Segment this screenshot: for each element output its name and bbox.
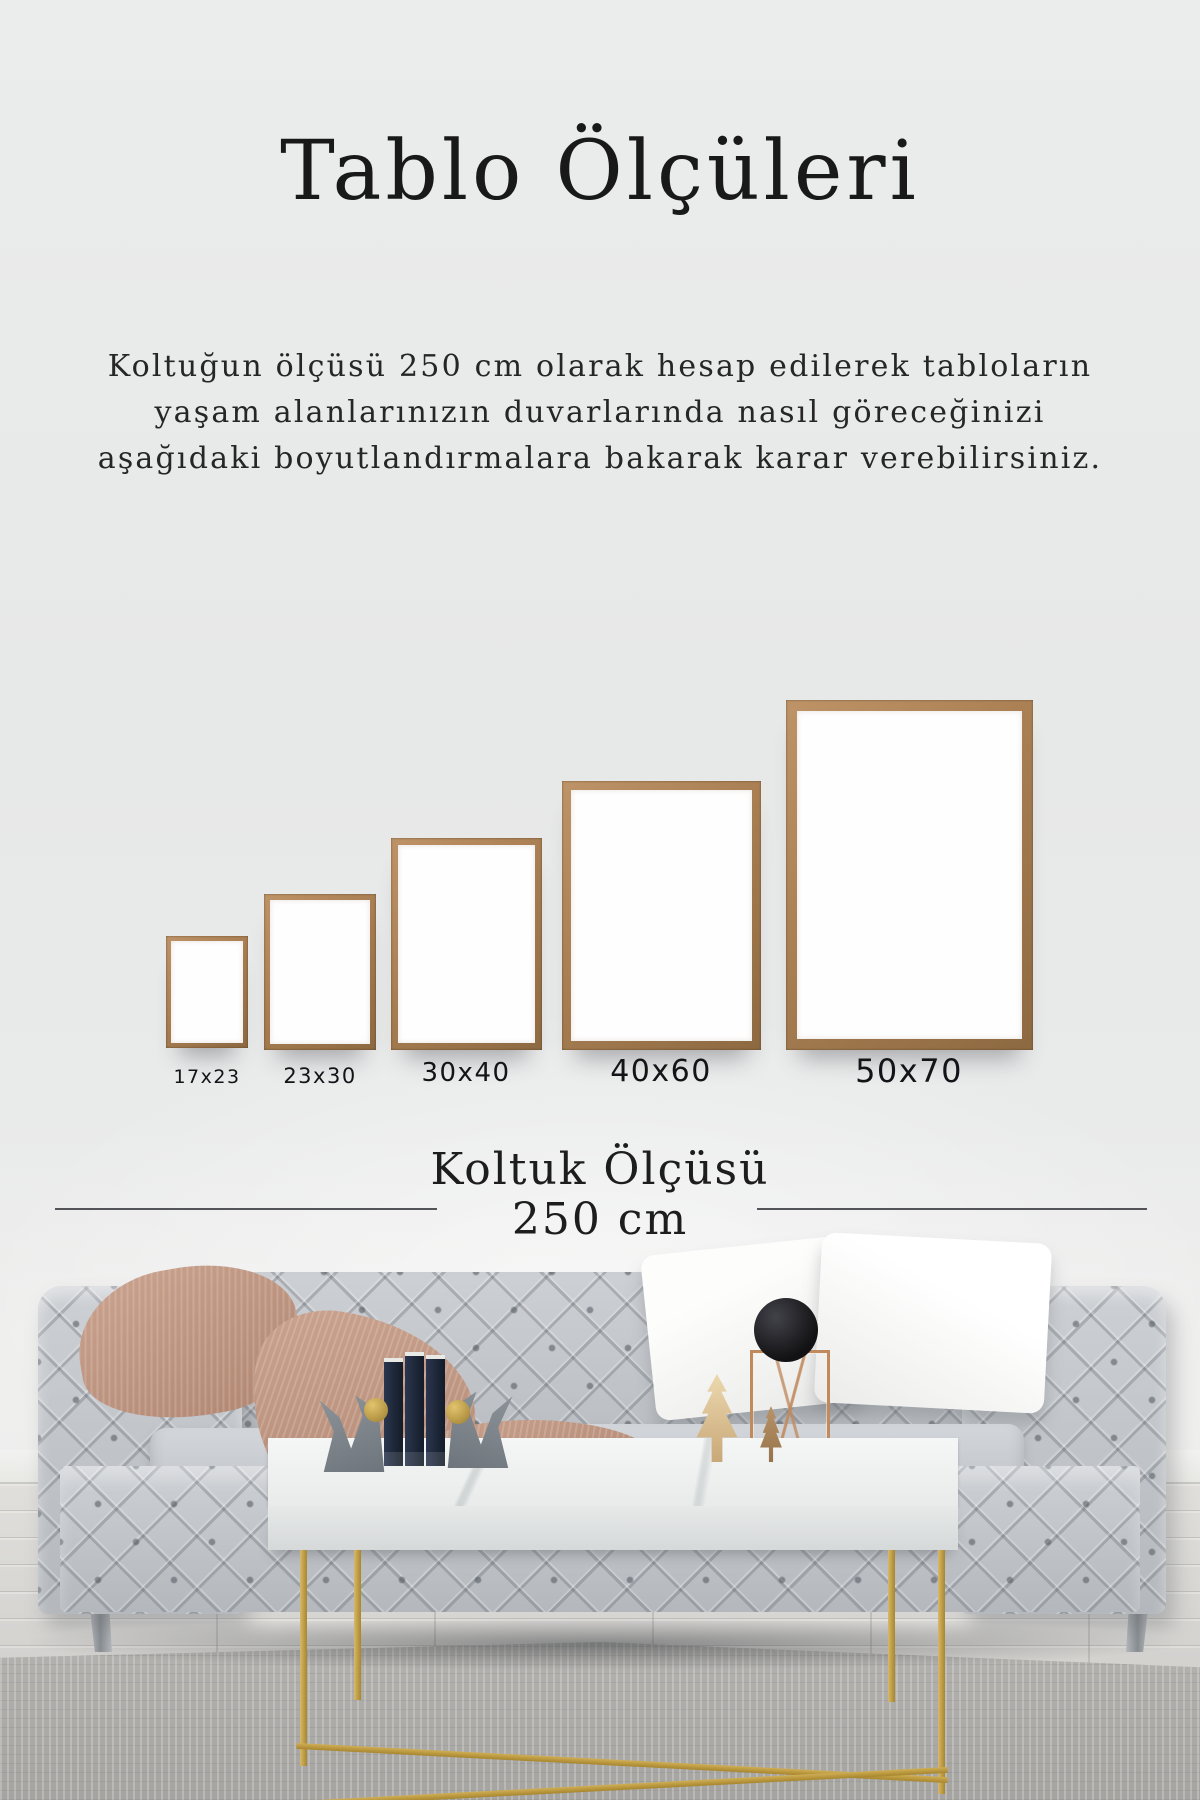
frame-17x23-canvas xyxy=(171,941,243,1043)
frame-40x60-canvas xyxy=(571,790,752,1041)
coffee-table-leg-front-right xyxy=(938,1550,945,1794)
sofa-measure-title: Koltuk Ölçüsü xyxy=(430,1144,770,1195)
frame-17x23 xyxy=(166,936,248,1048)
black-sphere-decor xyxy=(754,1298,818,1362)
coffee-table-leg-back-left xyxy=(354,1550,361,1700)
white-pillow-right xyxy=(814,1232,1053,1414)
description-paragraph xyxy=(80,344,1120,482)
frame-size-label-17x23: 17x23 xyxy=(173,1066,241,1088)
frame-size-label-23x30: 23x30 xyxy=(283,1064,357,1088)
frame-23x30 xyxy=(264,894,376,1050)
sofa-measure-value: 250 cm xyxy=(511,1194,689,1245)
coffee-table-front-edge xyxy=(268,1506,958,1550)
frame-50x70 xyxy=(786,700,1033,1050)
coffee-table-leg-back-right xyxy=(888,1550,895,1702)
description-line-3: aşağıdaki boyutlandırmalara bakarak karar verebilirsiniz. xyxy=(97,441,1103,476)
gold-ball-right xyxy=(446,1400,470,1424)
measure-rule-left xyxy=(55,1208,437,1210)
coffee-table-leg-front-left xyxy=(300,1550,307,1766)
frame-30x40 xyxy=(391,838,542,1050)
description-line-2: yaşam alanlarınızın duvarlarında nasıl göreceğinizi xyxy=(154,395,1046,430)
frame-size-label-40x60: 40x60 xyxy=(610,1054,712,1089)
description-line-1: Koltuğun ölçüsü 250 cm olarak hesap edilerek tabloların xyxy=(107,349,1093,384)
frame-size-label-30x40: 30x40 xyxy=(421,1058,511,1088)
frame-size-label-50x70: 50x70 xyxy=(855,1052,963,1090)
sofa-floor-shadow xyxy=(30,1618,1170,1670)
book-spine xyxy=(405,1352,424,1466)
gold-ball-left xyxy=(364,1398,388,1422)
frame-50x70-canvas xyxy=(797,711,1022,1039)
book-spine xyxy=(426,1355,445,1466)
measure-rule-right xyxy=(757,1208,1147,1210)
frame-23x30-canvas xyxy=(270,900,370,1044)
page-title: Tablo Ölçüleri xyxy=(280,124,920,219)
navy-books xyxy=(384,1352,448,1466)
frame-30x40-canvas xyxy=(398,845,535,1043)
frame-40x60 xyxy=(562,781,761,1050)
